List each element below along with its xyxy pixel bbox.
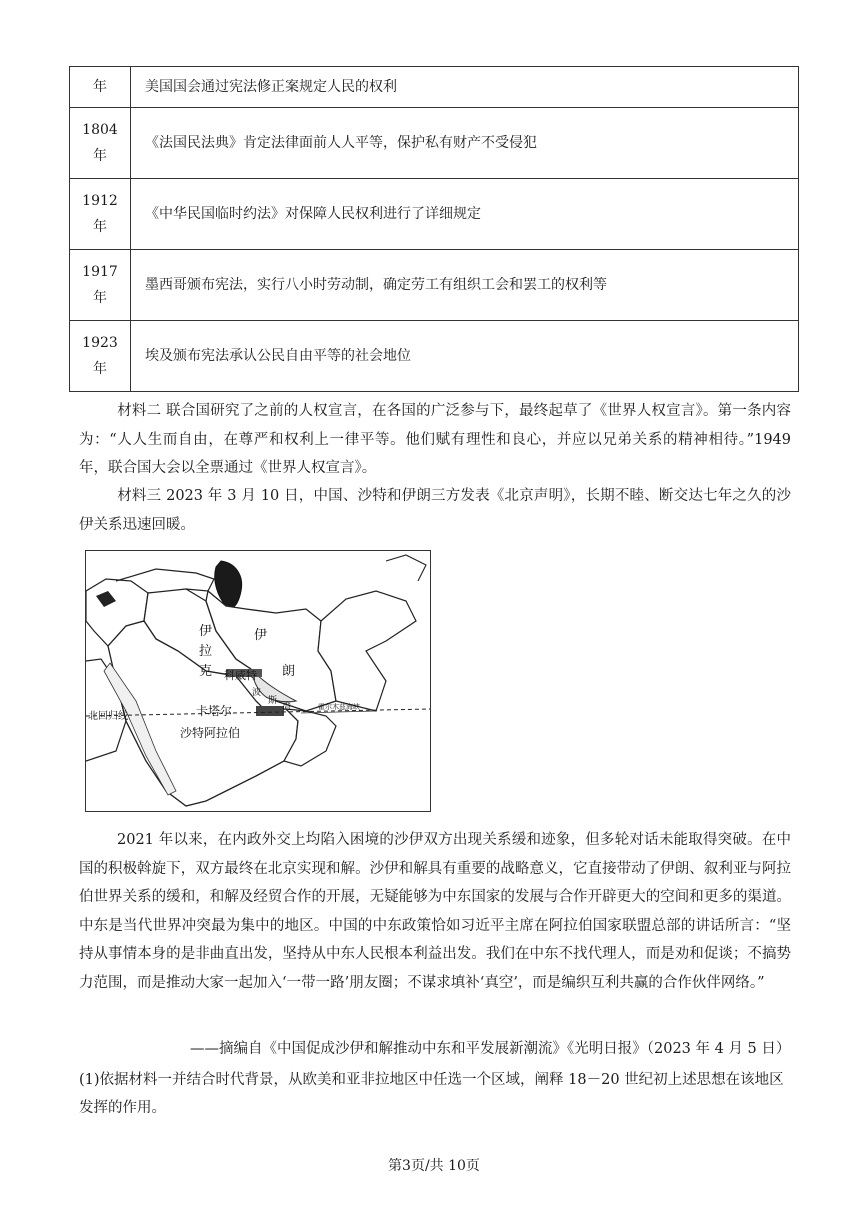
material-three-text: 材料三 2023 年 3 月 10 日，中国、沙特和伊朗三方发表《北京声明》，长期不睦、断交达七年之久的沙伊关系迅速回暖。: [79, 488, 791, 533]
table-year-cell: 1917 年: [70, 250, 131, 321]
table-year-cell: 1912 年: [70, 179, 131, 250]
persian-gulf-label: 斯: [268, 696, 278, 706]
table-row: [70, 321, 799, 392]
question-one: (1)依据材料一并结合时代背景，从欧美和亚非拉地区中任选一个区域，阐释 18－20 世纪初上述思想在该地区发挥的作用。: [79, 1072, 784, 1116]
material-three-paragraph: [79, 482, 791, 539]
rights-timeline-table: [69, 66, 799, 392]
table-event-cell: 埃及颁布宪法承认公民自由平等的社会地位: [131, 321, 799, 392]
table-event-cell: 《中华民国临时约法》对保障人民权利进行了详细规定: [131, 179, 799, 250]
material-two-text: 材料二 联合国研究了之前的人权宣言，在各国的广泛参与下，最终起草了《世界人权宣言》。第一条内容为：“人人生而自由，在尊严和权利上一律平等。他们赋有理性和良心，并应以兄弟关系的精神相待。”1949 年，联合国大会以全票通过《世界人权宣言》。: [79, 403, 791, 476]
source-citation: ——摘编自《中国促成沙伊和解推动中东和平发展新潮流》《光明日报》（2023 年 4 月 5 日）: [190, 1041, 791, 1057]
table-year-cell: 1804 年: [70, 108, 131, 179]
saudi-arabia-label: 沙特阿拉伯: [180, 726, 241, 740]
table-event-cell: 墨西哥颁布宪法，实行八小时劳动制，确定劳工有组织工会和罢工的权利等: [131, 250, 799, 321]
middle-east-map: [85, 550, 431, 812]
table-row: [70, 250, 799, 321]
persian-gulf-label: 湾: [282, 702, 292, 712]
map-drawing: [86, 551, 430, 811]
table-event-cell: 《法国民法典》肯定法律面前人人平等，保护私有财产不受侵犯: [131, 108, 799, 179]
iran-label: 伊: [254, 628, 268, 643]
qatar-label: 卡塔尔: [196, 704, 233, 718]
cyprus-shape: [96, 591, 116, 607]
iran-label: 朗: [282, 664, 296, 679]
table-event-cell: 美国国会通过宪法修正案规定人民的权利: [131, 67, 799, 108]
iraq-label: 克: [199, 664, 213, 679]
table-year-cell: 1923 年: [70, 321, 131, 392]
qatar-marker: [256, 706, 284, 716]
strait-of-hormuz-label: 霍尔木兹海峡: [318, 703, 360, 711]
page-number: 第3页/共 10页: [388, 1158, 480, 1174]
iraq-label: 拉: [199, 644, 213, 659]
material-two-paragraph: [79, 397, 791, 483]
table-row: [70, 67, 799, 108]
central-asia-border: [386, 555, 426, 581]
body-paragraph: [79, 826, 791, 997]
kuwait-label: 科威特: [224, 669, 257, 682]
persian-gulf-label: 波: [252, 688, 262, 698]
tropic-of-cancer-label: 北回归线: [88, 711, 128, 722]
table-row: [70, 179, 799, 250]
body-text: 2021 年以来，在内政外交上均陷入困境的沙伊双方出现关系缓和迹象，但多轮对话未能取得突破。在中国的积极斡旋下，双方最终在北京实现和解。沙伊和解具有重要的战略意义，它直接带动了伊朗、叙利亚与阿拉伯世界关系的缓和，和解及经贸合作的开展，无疑能够为中东国家的发展与合作开辟更大的空间和更多的渠道。中东是当代世界冲突最为集中的地区。中国的中东政策恰如习近平主席在阿拉伯国家联盟总部的讲话所言：“坚持从事情本身的是非曲直出发，坚持从中东人民根本利益出发。我们在中东不找代理人，而是劝和促谈；不搞势力范围，而是推动大家一起加入‘一带一路’朋友圈；不谋求填补‘真空’，而是编织互利共赢的合作伙伴网络。”: [79, 832, 791, 991]
iraq-label: 伊: [199, 624, 213, 639]
table-row: [70, 108, 799, 179]
table-year-cell: 年: [70, 67, 131, 108]
